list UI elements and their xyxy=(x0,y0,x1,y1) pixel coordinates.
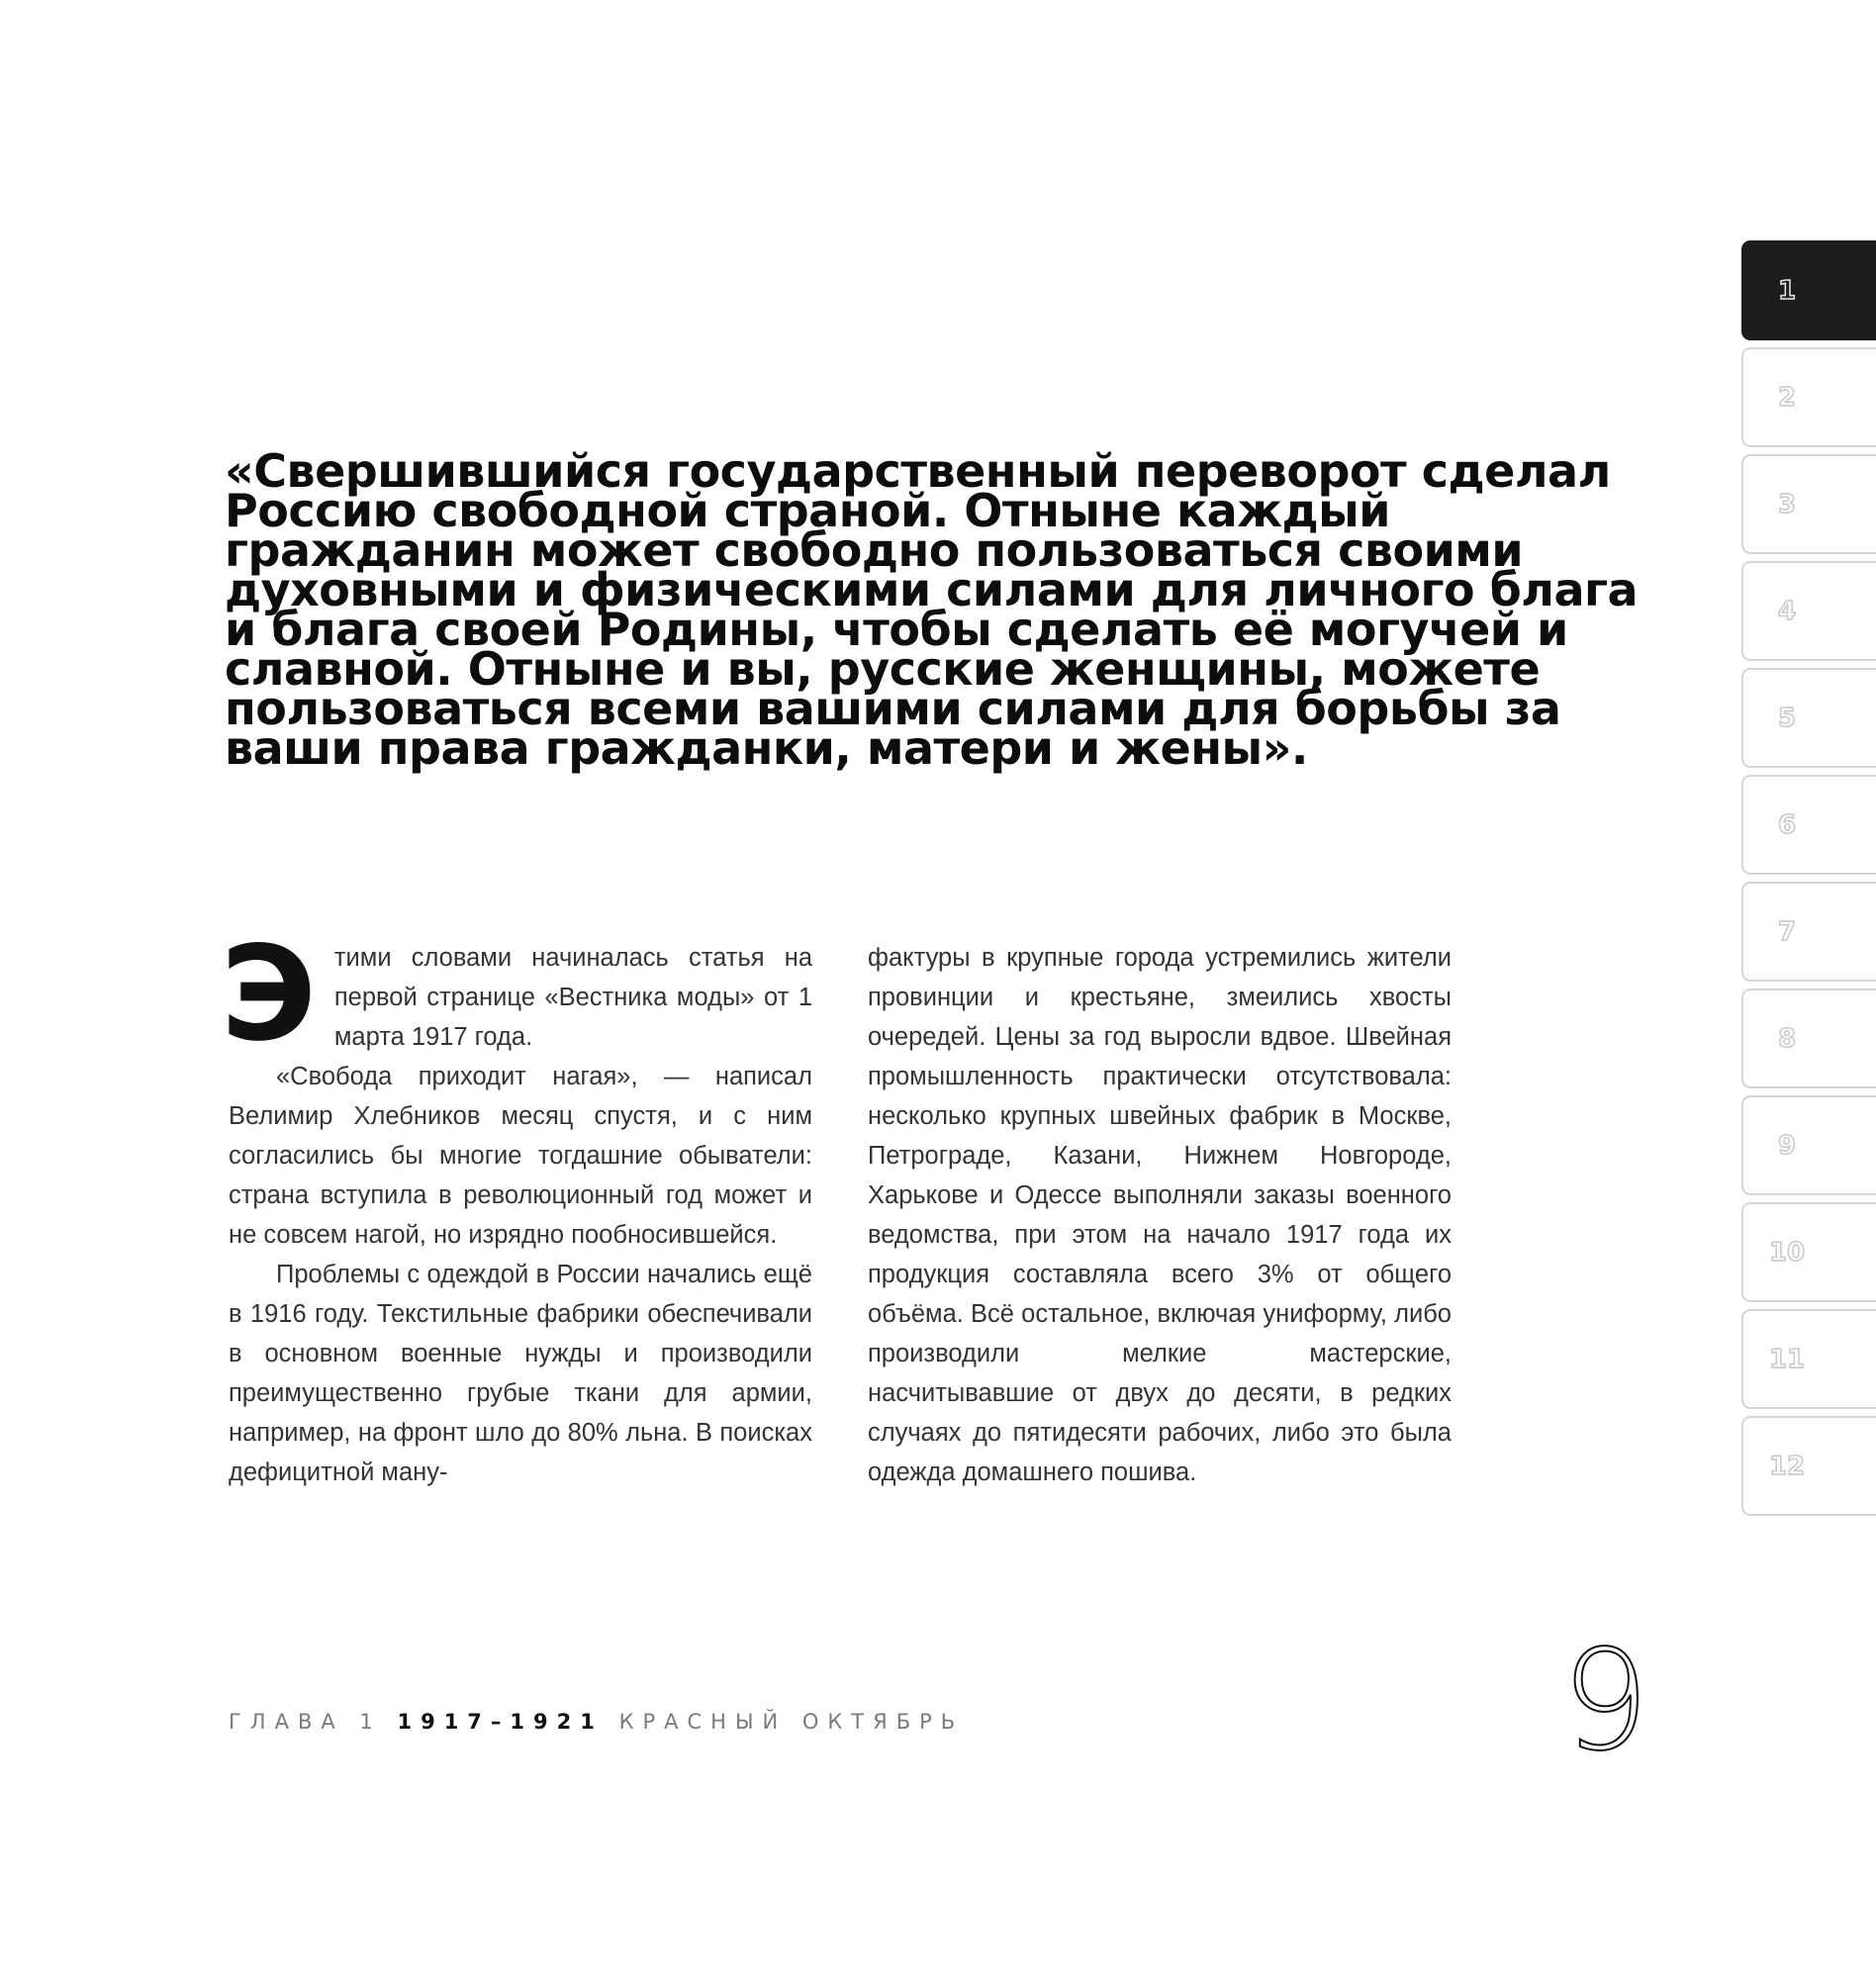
drop-cap: Э xyxy=(221,918,317,1071)
chapter-tab-7[interactable] xyxy=(1741,882,1876,982)
chapter-tab-8[interactable] xyxy=(1741,989,1876,1088)
chapter-tab-label: 6 xyxy=(1777,809,1797,840)
chapter-tab-label: 5 xyxy=(1777,703,1797,733)
page-number: 9 xyxy=(1561,1621,1650,1782)
chapter-tab-5[interactable] xyxy=(1741,668,1876,768)
footer-years: 1917–1921 xyxy=(397,1710,604,1734)
body-column-left xyxy=(221,918,812,1492)
chapter-tab-label: 4 xyxy=(1777,596,1797,626)
chapter-tab-label: 11 xyxy=(1768,1344,1806,1374)
chapter-tab-label: 10 xyxy=(1768,1237,1806,1268)
chapter-tab-11[interactable] xyxy=(1741,1309,1876,1409)
chapter-tabs xyxy=(1741,240,1876,1523)
chapter-tab-12[interactable] xyxy=(1741,1416,1876,1516)
chapter-tab-label: 7 xyxy=(1777,916,1797,947)
chapter-tab-2[interactable] xyxy=(1741,347,1876,447)
chapter-tab-6[interactable] xyxy=(1741,775,1876,875)
chapter-tab-label: 2 xyxy=(1777,382,1797,413)
running-footer xyxy=(229,1710,964,1734)
body-column-right xyxy=(868,938,1452,1492)
paragraph: фактуры в крупные города устремились жители провинции и крестьяне, змеились хвосты очередей. Цены за год выросли вдвое. Швейная промышленность практически отсутствовала: несколько крупных швейных фабрик в Москве, Петрограде, Казани, Нижнем Новгороде, Харькове и Одессе выполняли заказы военного ведомства, при этом на начало 1917 года их продукция составляла всего 3% от общего объёма. Всё остальное, включая униформу, либо производили мелкие мастерские, насчитывавшие от двух до десяти, в редких случаях до пятидесяти рабочих, либо это была одежда домашнего пошива. xyxy=(868,944,1452,1486)
chapter-tab-label: 8 xyxy=(1777,1023,1797,1054)
chapter-tab-9[interactable] xyxy=(1741,1095,1876,1195)
chapter-tab-10[interactable] xyxy=(1741,1202,1876,1302)
chapter-tab-1[interactable] xyxy=(1741,240,1876,340)
paragraph: «Свобода приходит нагая», — написал Велимир Хлебников месяц спустя, и с ним согласились бы многие тогдашние обыватели: страна вступила в революционный год может и не совсем нагой, но изрядно пообносившейся. xyxy=(229,1063,812,1249)
footer-chapter: ГЛАВА 1 xyxy=(229,1710,382,1734)
chapter-tab-label: 3 xyxy=(1777,489,1797,519)
chapter-tab-label: 1 xyxy=(1777,275,1797,306)
chapter-tab-label: 12 xyxy=(1768,1451,1806,1481)
paragraph: Проблемы с одеждой в России начались ещё в 1916 году. Текстильные фабрики обеспечивали в основном военные нужды и производили преимущественно грубые ткани для армии, например, на фронт шло до 80% льна. В поисках дефицитной ману- xyxy=(229,1261,812,1486)
chapter-tab-label: 9 xyxy=(1777,1130,1797,1161)
footer-title: КРАСНЫЙ ОКТЯБРЬ xyxy=(618,1710,965,1734)
paragraph-text: тими словами начиналась статья на первой странице «Вестника моды» от 1 марта 1917 года. xyxy=(333,944,812,1051)
pull-quote: «Свершившийся государственный переворот сделал Россию свободной страной. Отныне каждый гражданин может свободно пользоваться своими духовными и физическими силами для личного блага и блага своей Родины, чтобы сделать её могучей и славной. Отныне и вы, русские женщины, можете пользоваться всеми вашими силами для борьбы за ваши права гражданки, матери и жены». xyxy=(225,444,1639,775)
chapter-tab-4[interactable] xyxy=(1741,561,1876,661)
chapter-tab-3[interactable] xyxy=(1741,454,1876,554)
paragraph xyxy=(221,918,812,1071)
